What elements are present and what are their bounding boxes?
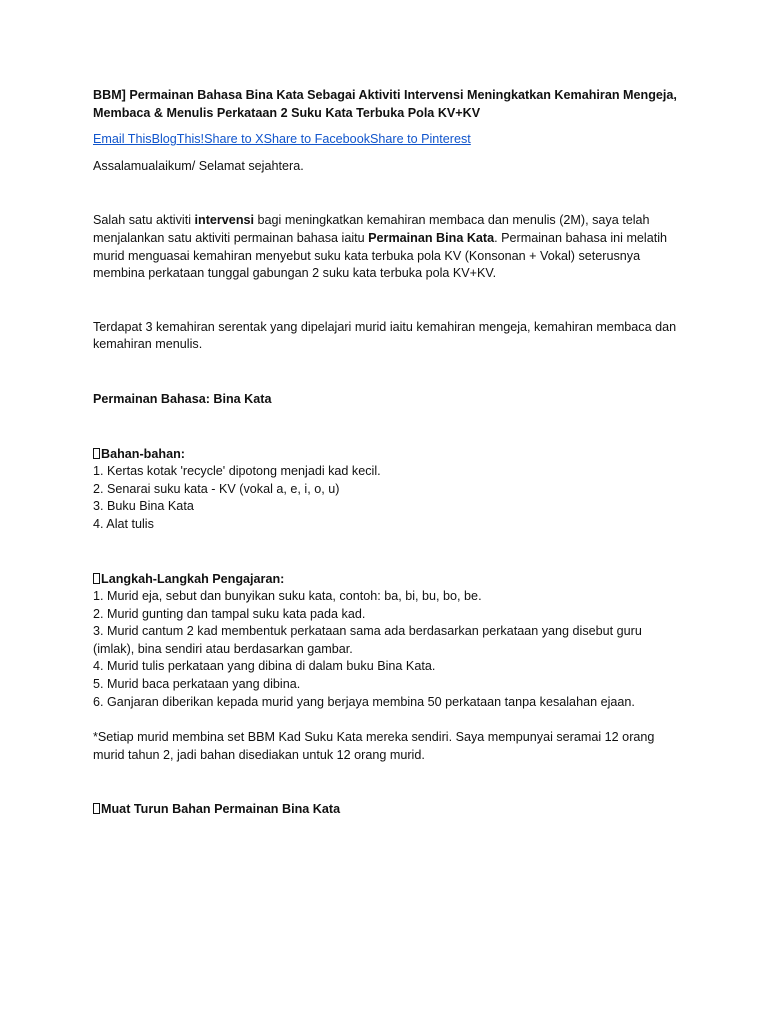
missing-glyph-icon	[93, 448, 100, 459]
list-item: 4. Alat tulis	[93, 516, 154, 531]
intro-bold-intervensi: intervensi	[194, 213, 255, 228]
document-title: BBM] Permainan Bahasa Bina Kata Sebagai Aktiviti Intervensi Meningkatkan Kemahiran Mengeja, Membaca & Menulis Perkataan 2 Suku Kata Terbuka Pola KV+KV	[93, 88, 677, 120]
intro-text-1: Salah satu aktiviti	[93, 213, 195, 228]
intro-text-3: . Permainan bahasa ini melatih murid menguasai kemahiran menyebut suku kata terbuka pola KV (Konsonan + Vokal) seterusnya membina perkataan tunggal gabungan 2 suku kata terbuka pola KV+KV.	[93, 230, 668, 281]
intro-bold-game-name: Permainan Bina Kata	[368, 230, 495, 245]
list-item: 1. Kertas kotak 'recycle' dipotong menjadi kad kecil.	[93, 464, 381, 479]
list-item: 5. Murid baca perkataan yang dibina.	[93, 677, 301, 692]
list-item: 3. Buku Bina Kata	[93, 499, 194, 514]
intro-text-2: bagi meningkatkan kemahiran membaca dan menulis (2M), saya telah menjalankan satu aktiviti permainan bahasa iaitu	[93, 213, 650, 245]
materials-heading-text: Bahan-bahan:	[101, 446, 185, 461]
list-item: 6. Ganjaran diberikan kepada murid yang berjaya membina 50 perkataan tanpa kesalahan ejaan.	[93, 694, 635, 709]
materials-list	[93, 463, 678, 533]
list-item: 2. Senarai suku kata - KV (vokal a, e, i, o, u)	[93, 481, 340, 496]
greeting: Assalamualaikum/ Selamat sejahtera.	[93, 158, 304, 173]
download-heading-text: Muat Turun Bahan Permainan Bina Kata	[101, 802, 341, 817]
download-heading	[93, 801, 678, 819]
list-item: 1. Murid eja, sebut dan bunyikan suku kata, contoh: ba, bi, bu, bo, be.	[93, 589, 482, 604]
materials-heading	[93, 446, 678, 464]
missing-glyph-icon	[93, 803, 100, 814]
list-item: 2. Murid gunting dan tampal suku kata pada kad.	[93, 606, 366, 621]
share-links	[93, 131, 678, 149]
blogthis-link[interactable]: BlogThis!	[151, 132, 205, 147]
game-heading: Permainan Bahasa: Bina Kata	[93, 391, 272, 406]
steps-list	[93, 588, 678, 711]
steps-heading-text: Langkah-Langkah Pengajaran:	[101, 571, 285, 586]
missing-glyph-icon	[93, 573, 100, 584]
skills-paragraph: Terdapat 3 kemahiran serentak yang dipelajari murid iaitu kemahiran mengeja, kemahiran membaca dan kemahiran menulis.	[93, 319, 677, 352]
steps-heading	[93, 571, 678, 589]
share-to-pinterest-link[interactable]: Share to Pinterest	[370, 132, 471, 147]
list-item: 4. Murid tulis perkataan yang dibina di dalam buku Bina Kata.	[93, 659, 436, 674]
share-to-facebook-link[interactable]: Share to Facebook	[263, 132, 370, 147]
list-item: 3. Murid cantum 2 kad membentuk perkataan sama ada berdasarkan perkataan yang disebut guru (imlak), bina sendiri atau berdasarkan gambar.	[93, 624, 642, 656]
footnote: *Setiap murid membina set BBM Kad Suku Kata mereka sendiri. Saya mempunyai seramai 12 orang murid tahun 2, jadi bahan disediakan untuk 12 orang murid.	[93, 730, 655, 762]
document-body	[93, 87, 678, 819]
share-to-x-link[interactable]: Share to X	[204, 132, 264, 147]
intro-paragraph	[93, 212, 678, 282]
email-this-link[interactable]: Email This	[93, 132, 152, 147]
